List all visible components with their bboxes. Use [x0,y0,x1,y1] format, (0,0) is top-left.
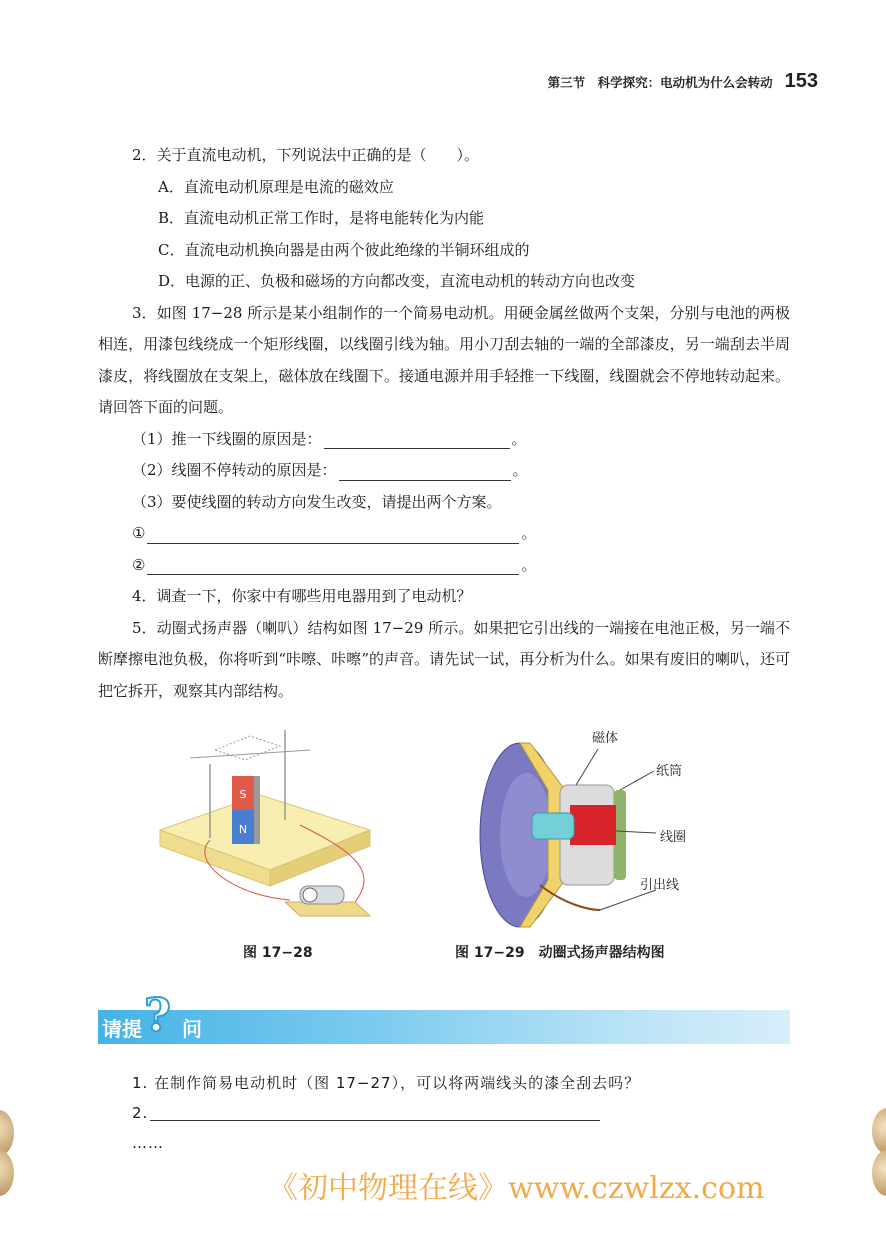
ask-question-1: 1. 在制作简易电动机时（图 17−27），可以将两端线头的漆全刮去吗？ [132,1074,641,1092]
period: 。 [511,429,527,448]
q4: 4．调查一下，你家中有哪些用电器用到了电动机？ [132,587,472,605]
q2-option-d: D．电源的正、负极和磁场的方向都改变，直流电动机的转动方向也改变 [158,272,636,290]
section-title: 第三节 科学探究：电动机为什么会转动 [547,75,773,90]
ask-questions [132,1068,640,1158]
figures-area [0,720,886,970]
ask-question-2 [132,1098,640,1128]
page-number: 153 [784,70,818,92]
motor-figure [150,720,380,925]
binding-ring-icon [0,1110,14,1156]
answer-blank-3[interactable] [147,525,519,544]
label-paper-tube: 纸筒 [656,764,683,779]
q5: 5．动圈式扬声器（喇叭）结构如图 17−29 所示。如果把它引出线的一端接在电池正极，另一端不断摩擦电池负极，你将听到“咔嚓、咔嚓”的声音。请先试一试，再分析为什么。如果有废旧的喇叭，还可把它拆开，观察其内部结构。 [98,618,790,700]
q3-sub1 [98,424,790,456]
magnet-n-label: N [238,823,248,836]
label-lead-wire: 引出线 [640,878,680,893]
page-header [548,70,818,93]
q2-option-c: C．直流电动机换向器是由两个彼此绝缘的半铜环组成的 [158,240,530,259]
marker-2: ② [132,555,146,574]
q3-sub1-text: （1）推一下线圈的原因是： [132,429,322,448]
answer-blank-2[interactable] [339,462,511,481]
q3-plan-2 [98,550,790,582]
q2-option-a: A．直流电动机原理是电流的磁效应 [158,177,394,196]
binding-ring-icon [872,1150,886,1196]
q2-option-b: B．直流电动机正常工作时，是将电能转化为内能 [158,209,485,227]
binding-ring-icon [872,1108,886,1154]
fig29-caption: 图 17−29 动圈式扬声器结构图 [455,945,665,961]
label-coil: 线圈 [660,830,687,845]
marker-1: ① [132,524,146,542]
period: 。 [512,461,528,479]
label-magnet: 磁体 [592,731,619,746]
q3-plan-1 [98,518,790,550]
banner-text-right: 问 [182,1017,202,1041]
q3-sub2-text: （2）线圈不停转动的原因是： [132,461,337,479]
magnet-s-label: S [239,788,247,801]
exercise-body [98,140,790,707]
period: 。 [521,524,537,542]
ask-q2-prefix: 2. [132,1104,149,1122]
answer-blank-4[interactable] [147,556,519,575]
q3-sub3: （3）要使线圈的转动方向发生改变，请提出两个方案。 [132,492,502,511]
binding-ring-icon [0,1150,14,1196]
period: 。 [521,555,537,574]
banner-text-left: 请提 [102,1017,142,1041]
ask-question-banner [98,988,790,1044]
watermark: 《初中物理在线》www.czwlzx.com [268,1171,765,1206]
ask-answer-blank[interactable] [150,1106,600,1121]
answer-blank-1[interactable] [324,430,510,449]
q3-stem: 3．如图 17−28 所示是某小组制作的一个简易电动机。用硬金属丝做两个支架，分别与电池的两极相连，用漆包线绕成一个矩形线圈，以线圈引线为轴。用小刀刮去轴的一端的全部漆皮，另一端刮去半周漆皮，将线圈放在支架上，磁体放在线圈下。接通电源并用手轻推一下线圈，线圈就会不停地转动起来。请回答下面的问题。 [98,303,790,416]
fig28-caption: 图 17−28 [243,945,313,961]
q3-sub2 [98,455,790,487]
q2-stem: 2．关于直流电动机，下列说法中正确的是（ ）。 [132,146,480,164]
ellipsis: …… [132,1134,164,1152]
question-mark-icon: ? [144,988,171,1042]
